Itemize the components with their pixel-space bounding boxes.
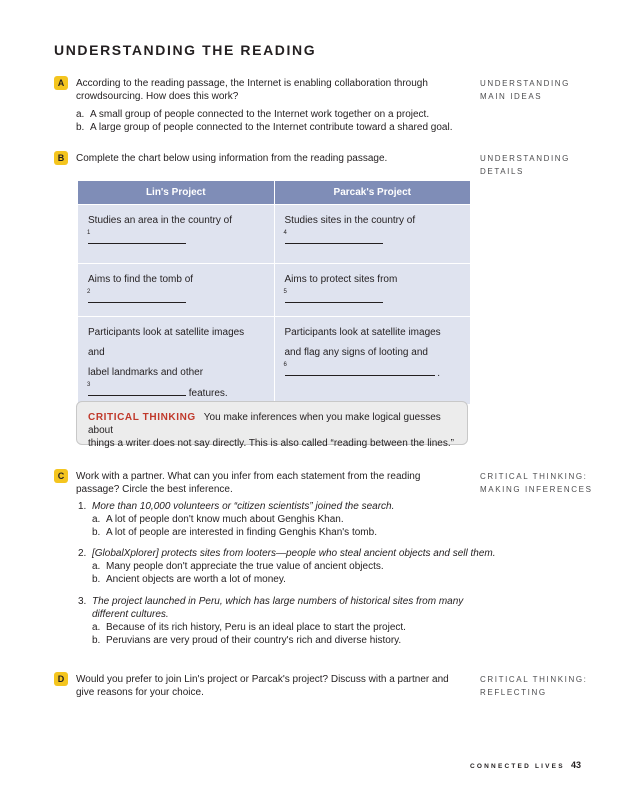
option-letter: b. (92, 635, 101, 646)
option-text: A small group of people connected to the Internet work together on a project. (90, 109, 430, 120)
inference-item-1 (78, 500, 394, 513)
section-b-question: Complete the chart below using information from the reading passage. (76, 153, 388, 164)
inference-2-option-b[interactable] (92, 573, 286, 586)
side-label-line2: MAKING INFERENCES (480, 485, 593, 494)
inference-1-option-b[interactable] (92, 526, 377, 539)
option-letter: b. (92, 574, 101, 585)
inference-2-option-a[interactable] (92, 560, 384, 573)
cell-text: Studies an area in the country of (88, 215, 232, 226)
item-number: 3. (78, 596, 87, 607)
section-a-option-b[interactable] (76, 121, 452, 134)
section-c-question-line2: passage? Circle the best inference. (76, 484, 233, 495)
option-letter: b. (76, 122, 85, 133)
option-text: A lot of people don't know much about Genghis Khan. (106, 514, 344, 525)
chart-cell-parcak-2 (274, 264, 470, 317)
option-text: Many people don't appreciate the true value of ancient objects. (106, 561, 384, 572)
side-label-line1: UNDERSTANDING (480, 154, 570, 163)
critical-thinking-line1: You make inferences when you make logical guesses about (88, 412, 441, 436)
item-statement: More than 10,000 volunteers or “citizen scientists” joined the search. (92, 501, 395, 512)
project-chart (78, 181, 470, 404)
critical-thinking-heading: CRITICAL THINKING (88, 412, 196, 423)
cell-text: Studies sites in the country of (284, 215, 416, 226)
cell-text: Aims to find the tomb of (88, 274, 194, 285)
side-label-line1: CRITICAL THINKING: (480, 472, 588, 481)
chart-header-parcak: Parcak's Project (274, 181, 470, 205)
side-label-line2: DETAILS (480, 167, 524, 176)
option-text: Peruvians are very proud of their country's rich and diverse history. (106, 635, 402, 646)
option-text: A lot of people are interested in finding Genghis Khan's tomb. (106, 527, 377, 538)
side-label-line2: REFLECTING (480, 688, 547, 697)
chart-cell-lin-3 (78, 317, 274, 405)
section-d-question-line2: give reasons for your choice. (76, 687, 204, 698)
side-label-line1: CRITICAL THINKING: (480, 675, 588, 684)
chart-cell-lin-1 (78, 205, 274, 264)
chart-header-lin: Lin's Project (78, 181, 274, 205)
critical-thinking-box (76, 401, 468, 449)
chart-cell-parcak-3 (274, 317, 470, 405)
item-number: 1. (78, 501, 87, 512)
cell-text-line1: Participants look at satellite images (284, 327, 441, 338)
section-a-side-label (480, 77, 600, 103)
section-a-question-line1: According to the reading passage, the Internet is enabling collaboration through (76, 78, 428, 89)
section-b-badge: B (54, 151, 68, 165)
cell-text-line2: label landmarks and other (88, 367, 204, 378)
option-letter: a. (76, 109, 85, 120)
footer-brand: CONNECTED LIVES (470, 763, 565, 770)
section-a-option-a[interactable] (76, 108, 429, 121)
blank-number: 5 (283, 289, 287, 295)
section-c-side-label (480, 470, 600, 496)
inference-3-option-a[interactable] (92, 621, 406, 634)
cell-text-after: . (437, 368, 441, 379)
page-title: UNDERSTANDING THE READING (54, 42, 317, 58)
inference-1-option-a[interactable] (92, 513, 344, 526)
section-b-side-label (480, 152, 600, 178)
answer-blank-6[interactable] (285, 363, 435, 376)
option-letter: a. (92, 514, 101, 525)
option-text: A large group of people connected to the Internet contribute toward a shared goal. (90, 122, 453, 133)
cell-text-line2: and flag any signs of looting and (284, 347, 428, 358)
option-text: Ancient objects are worth a lot of money. (106, 574, 286, 585)
option-letter: a. (92, 561, 101, 572)
item-statement-line1: The project launched in Peru, which has large numbers of historical sites from many (92, 596, 464, 607)
cell-text-after: features. (188, 388, 228, 399)
blank-number: 2 (87, 289, 91, 295)
chart-cell-lin-2 (78, 264, 274, 317)
section-a-badge: A (54, 76, 68, 90)
side-label-line1: UNDERSTANDING (480, 79, 570, 88)
inference-3-option-b[interactable] (92, 634, 401, 647)
section-d-side-label (480, 673, 600, 699)
cell-text: Aims to protect sites from (284, 274, 398, 285)
option-letter: a. (92, 622, 101, 633)
answer-blank-3[interactable] (88, 383, 186, 396)
item-number: 2. (78, 548, 87, 559)
section-c-question-line1: Work with a partner. What can you infer from each statement from the reading (76, 471, 421, 482)
option-letter: b. (92, 527, 101, 538)
blank-number: 6 (283, 362, 287, 368)
inference-item-2 (78, 547, 496, 560)
option-text: Because of its rich history, Peru is an ideal place to start the project. (106, 622, 406, 633)
blank-number: 4 (283, 230, 287, 236)
answer-blank-1[interactable] (88, 231, 186, 244)
side-label-line2: MAIN IDEAS (480, 92, 543, 101)
cell-text-line1: Participants look at satellite images and (88, 327, 245, 358)
item-statement: [GlobalXplorer] protects sites from looters—people who steal ancient objects and sell them. (92, 548, 496, 559)
blank-number: 3 (87, 382, 91, 388)
item-statement-line2: different cultures. (92, 609, 169, 620)
page-number: 43 (571, 760, 582, 770)
section-d-badge: D (54, 672, 68, 686)
inference-item-3 (78, 595, 463, 608)
section-c-badge: C (54, 469, 68, 483)
chart-cell-parcak-1 (274, 205, 470, 264)
answer-blank-5[interactable] (285, 290, 383, 303)
section-a-question-line2: crowdsourcing. How does this work? (76, 91, 239, 102)
answer-blank-4[interactable] (285, 231, 383, 244)
blank-number: 1 (87, 230, 91, 236)
section-d-question-line1: Would you prefer to join Lin's project or Parcak's project? Discuss with a partner and (76, 674, 449, 685)
critical-thinking-line2: things a writer does not say directly. This is also called “reading between the lines.” (88, 438, 454, 449)
answer-blank-2[interactable] (88, 290, 186, 303)
